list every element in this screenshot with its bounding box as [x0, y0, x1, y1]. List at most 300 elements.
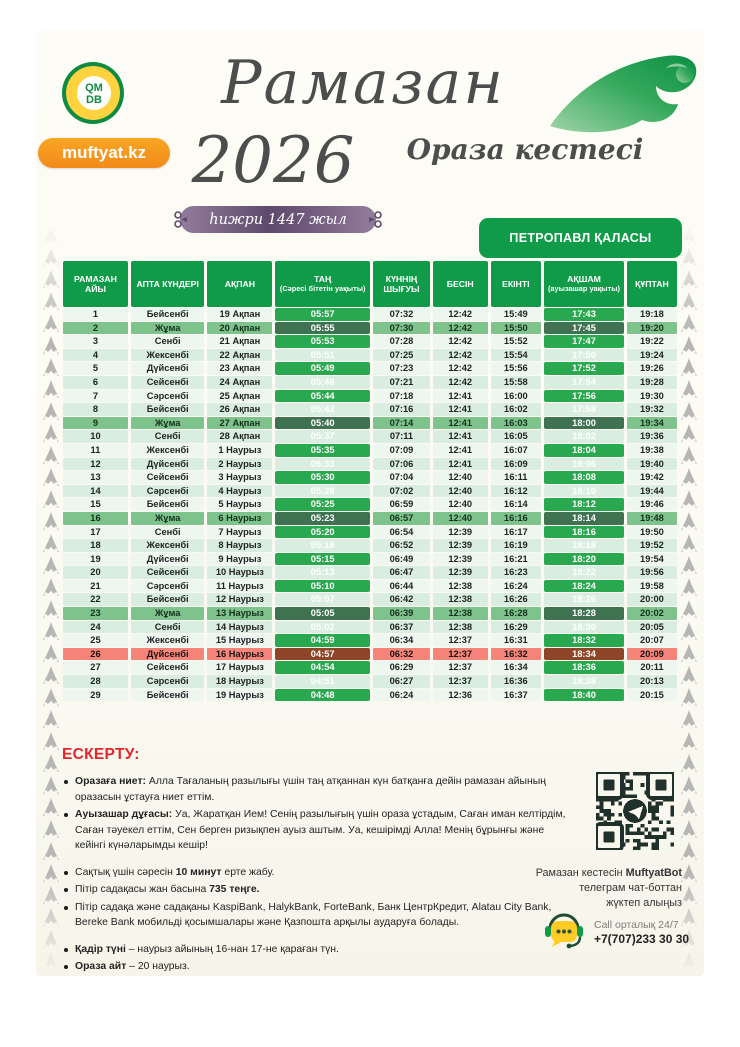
timetable-cell: 21	[63, 580, 128, 593]
ornament-motif-icon	[680, 687, 698, 707]
note-item: Оразаға ниет: Алла Тағаланың разылығы үшін таң атқаннан күн батқанға дейін рамазан айының оразасын ұстауға ниет еттім.	[62, 774, 567, 805]
ornament-motif-icon	[680, 225, 698, 245]
ornament-motif-icon	[42, 907, 60, 927]
timetable-cell: 16:14	[491, 498, 542, 511]
timetable-cell: 20:00	[627, 593, 677, 606]
ornament-motif-icon	[42, 841, 60, 861]
ornament-motif-icon	[680, 445, 698, 465]
timetable-cell: Сенбі	[131, 621, 205, 634]
ornament-motif-icon	[42, 335, 60, 355]
notes-group	[62, 942, 567, 975]
timetable-cell: 18:18	[544, 539, 624, 552]
timetable-cell: 06:24	[373, 689, 430, 702]
timetable-cell: 05:40	[275, 417, 370, 430]
timetable-cell: 04:51	[275, 675, 370, 688]
timetable-cell: 06:29	[373, 661, 430, 674]
ornament-motif-icon	[680, 467, 698, 487]
timetable-cell: 12:42	[433, 349, 488, 362]
timetable-cell: 23 Ақпан	[207, 362, 272, 375]
timetable-cell: 12:40	[433, 485, 488, 498]
ornament-motif-icon	[680, 819, 698, 839]
timetable-cell: 20 Ақпан	[207, 322, 272, 335]
timetable-cell: 20:11	[627, 661, 677, 674]
timetable-cell: 16:09	[491, 458, 542, 471]
timetable-cell: 04:59	[275, 634, 370, 647]
timetable-cell: 28	[63, 675, 128, 688]
note-item: Сақтық үшін сәресін 10 минут ерте жабу.	[62, 865, 567, 881]
timetable-cell: 17	[63, 526, 128, 539]
notes-heading: ЕСКЕРТУ:	[62, 746, 140, 763]
timetable-row	[63, 471, 677, 484]
timetable-cell: 1 Наурыз	[207, 444, 272, 457]
timetable-cell: 12:42	[433, 376, 488, 389]
timetable-cell: 07:09	[373, 444, 430, 457]
timetable-cell: 12:37	[433, 675, 488, 688]
timetable-row	[63, 430, 677, 443]
timetable-cell: 05:18	[275, 539, 370, 552]
timetable-cell: 12:39	[433, 566, 488, 579]
ornament-motif-icon	[42, 445, 60, 465]
timetable-cell: 18:26	[544, 593, 624, 606]
timetable-cell: 18:24	[544, 580, 624, 593]
timetable-cell: 05:51	[275, 349, 370, 362]
timetable-cell: 06:42	[373, 593, 430, 606]
qr-caption	[500, 866, 682, 911]
timetable-cell: 16:02	[491, 403, 542, 416]
timetable-cell: 20:09	[627, 648, 677, 661]
timetable-cell: 16:28	[491, 607, 542, 620]
timetable-row	[63, 498, 677, 511]
timetable-cell: 16:31	[491, 634, 542, 647]
timetable-cell: Жұма	[131, 417, 205, 430]
timetable-cell: 05:57	[275, 308, 370, 321]
timetable-cell: 05:30	[275, 471, 370, 484]
timetable-row	[63, 349, 677, 362]
timetable-cell: 21 Ақпан	[207, 335, 272, 348]
timetable-cell: 18:06	[544, 458, 624, 471]
ornament-motif-icon	[680, 357, 698, 377]
timetable-cell: 17:58	[544, 403, 624, 416]
call-center-phone: +7(707)233 30 30	[594, 931, 690, 946]
timetable-cell: 7	[63, 390, 128, 403]
note-item: Ауызашар дұғасы: Уа, Жаратқан Ием! Сенің разылығың үшін ораза ұстадым, Саған иман келтірдім, Саған тәуекел еттім, Сен берген ризықпен ауыз аштым. Уа, кешірімді Алла! Менің бұрынғы және кейінгі күнәларымды кешір!	[62, 807, 567, 854]
timetable-cell: Сейсенбі	[131, 566, 205, 579]
timetable-cell: 07:04	[373, 471, 430, 484]
timetable-cell: 12:40	[433, 512, 488, 525]
timetable-cell: Сәрсенбі	[131, 580, 205, 593]
timetable-cell: 9	[63, 417, 128, 430]
ornament-motif-icon	[42, 401, 60, 421]
poster-subtitle: Ораза кестесі	[406, 133, 644, 166]
timetable-row	[63, 634, 677, 647]
timetable-cell: 16:36	[491, 675, 542, 688]
timetable-cell: 05:33	[275, 458, 370, 471]
timetable-cell: 12:38	[433, 580, 488, 593]
timetable-cell: 16:00	[491, 390, 542, 403]
ornament-motif-icon	[42, 731, 60, 751]
timetable-cell: 18:32	[544, 634, 624, 647]
timetable-cell: Бейсенбі	[131, 498, 205, 511]
timetable-cell: 17:52	[544, 362, 624, 375]
timetable-cell: Дүйсенбі	[131, 362, 205, 375]
hijri-year-badge	[180, 206, 376, 233]
muftyat-site-badge	[38, 138, 170, 168]
timetable-cell: 15:58	[491, 376, 542, 389]
timetable-cell: 05:05	[275, 607, 370, 620]
timetable-cell: 05:46	[275, 376, 370, 389]
ornament-motif-icon	[680, 841, 698, 861]
timetable-cell: 18:40	[544, 689, 624, 702]
timetable-cell: 15:52	[491, 335, 542, 348]
ornament-motif-icon	[680, 775, 698, 795]
ornament-motif-icon	[42, 555, 60, 575]
timetable-cell: 05:53	[275, 335, 370, 348]
timetable-cell: Сейсенбі	[131, 661, 205, 674]
timetable-cell: 19:56	[627, 566, 677, 579]
timetable-cell: 24	[63, 621, 128, 634]
ornament-motif-icon	[42, 687, 60, 707]
timetable-cell: 19:26	[627, 362, 677, 375]
ornament-motif-icon	[42, 467, 60, 487]
timetable-cell: 05:37	[275, 430, 370, 443]
ornament-motif-icon	[680, 423, 698, 443]
ornament-motif-icon	[680, 665, 698, 685]
timetable-cell: 12:39	[433, 539, 488, 552]
timetable-cell: 20	[63, 566, 128, 579]
timetable-row	[63, 308, 677, 321]
qr-code	[596, 772, 674, 855]
timetable-cell: 16:21	[491, 553, 542, 566]
timetable-row	[63, 607, 677, 620]
timetable-cell: Бейсенбі	[131, 689, 205, 702]
timetable-cell: 05:23	[275, 512, 370, 525]
timetable-cell: 16:05	[491, 430, 542, 443]
timetable-cell: 16:17	[491, 526, 542, 539]
timetable-cell: 19:20	[627, 322, 677, 335]
timetable-cell: 22	[63, 593, 128, 606]
site-badge-label: muftyat.kz	[61, 143, 147, 162]
timetable-cell: Сенбі	[131, 335, 205, 348]
ornament-motif-icon	[680, 863, 698, 883]
timetable-cell: 07:30	[373, 322, 430, 335]
timetable-cell: 16:16	[491, 512, 542, 525]
ornament-motif-icon	[680, 555, 698, 575]
timetable-cell: 26	[63, 648, 128, 661]
timetable-cell: 19:18	[627, 308, 677, 321]
timetable-cell: Сәрсенбі	[131, 675, 205, 688]
column-header: ҚҰПТАН	[627, 261, 677, 307]
timetable-cell: 13	[63, 471, 128, 484]
timetable-cell: 5	[63, 362, 128, 375]
timetable-cell: 05:07	[275, 593, 370, 606]
timetable-cell: 04:48	[275, 689, 370, 702]
timetable-cell: 04:54	[275, 661, 370, 674]
timetable-cell: 18:36	[544, 661, 624, 674]
qmdb-logo	[60, 60, 126, 131]
ornament-motif-icon	[42, 489, 60, 509]
ornament-motif-icon	[42, 423, 60, 443]
timetable-cell: 8	[63, 403, 128, 416]
timetable-row	[63, 553, 677, 566]
prayer-timetable	[60, 260, 680, 702]
timetable-cell: 15:49	[491, 308, 542, 321]
ornament-motif-icon	[680, 643, 698, 663]
timetable-cell: 16:37	[491, 689, 542, 702]
timetable-cell: 16:07	[491, 444, 542, 457]
timetable-cell: 19:30	[627, 390, 677, 403]
column-header: БЕСІН	[433, 261, 488, 307]
flourish-icon	[368, 210, 382, 229]
timetable-cell: 07:14	[373, 417, 430, 430]
timetable-row	[63, 539, 677, 552]
ornament-motif-icon	[680, 599, 698, 619]
ornament-motif-icon	[42, 577, 60, 597]
timetable-cell: 05:35	[275, 444, 370, 457]
timetable-cell: 15:54	[491, 349, 542, 362]
city-badge	[479, 218, 682, 258]
timetable-cell: Жексенбі	[131, 539, 205, 552]
timetable-cell: 05:28	[275, 485, 370, 498]
timetable-cell: 05:15	[275, 553, 370, 566]
ornament-motif-icon	[42, 511, 60, 531]
wave-icon	[548, 48, 704, 140]
ornament-motif-icon	[42, 247, 60, 267]
timetable-cell: 17 Наурыз	[207, 661, 272, 674]
timetable-cell: 16:24	[491, 580, 542, 593]
timetable-cell: Жұма	[131, 322, 205, 335]
timetable-row	[63, 621, 677, 634]
timetable-cell: 27 Ақпан	[207, 417, 272, 430]
timetable-cell: 17:43	[544, 308, 624, 321]
timetable-cell: 4	[63, 349, 128, 362]
column-header: ТАҢ (Сәресі бітетін уақыты)	[275, 261, 370, 307]
notes-section	[62, 746, 567, 986]
wave-logo	[548, 48, 704, 145]
column-header: АҚПАН	[207, 261, 272, 307]
timetable-cell: 06:54	[373, 526, 430, 539]
poster-year: 2026	[191, 124, 355, 198]
timetable-cell: 19:34	[627, 417, 677, 430]
timetable-cell: 28 Ақпан	[207, 430, 272, 443]
ornament-motif-icon	[42, 775, 60, 795]
timetable-cell: 07:16	[373, 403, 430, 416]
timetable-cell: 06:27	[373, 675, 430, 688]
timetable-cell: 12:37	[433, 648, 488, 661]
timetable-cell: Сәрсенбі	[131, 485, 205, 498]
timetable-cell: 19:32	[627, 403, 677, 416]
timetable-cell: Сенбі	[131, 526, 205, 539]
timetable-cell: 10	[63, 430, 128, 443]
ornament-motif-icon	[680, 797, 698, 817]
timetable-cell: 16:29	[491, 621, 542, 634]
timetable-cell: 06:59	[373, 498, 430, 511]
timetable-row	[63, 485, 677, 498]
timetable-cell: 6	[63, 376, 128, 389]
timetable-cell: Бейсенбі	[131, 593, 205, 606]
timetable-cell: 19:52	[627, 539, 677, 552]
timetable-cell: 12:41	[433, 458, 488, 471]
ornament-motif-icon	[42, 863, 60, 883]
timetable-cell: 12:41	[433, 417, 488, 430]
timetable-cell: 07:06	[373, 458, 430, 471]
timetable-row	[63, 675, 677, 688]
column-header: ЕКІНТІ	[491, 261, 542, 307]
timetable-cell: Жексенбі	[131, 349, 205, 362]
timetable-cell: 18:14	[544, 512, 624, 525]
timetable-cell: 12:40	[433, 471, 488, 484]
timetable-cell: 17:50	[544, 349, 624, 362]
ornament-motif-icon	[42, 797, 60, 817]
timetable-cell: 18:34	[544, 648, 624, 661]
timetable-cell: 18 Наурыз	[207, 675, 272, 688]
ornament-motif-icon	[680, 511, 698, 531]
timetable-row	[63, 661, 677, 674]
ornament-motif-icon	[680, 621, 698, 641]
ornament-motif-icon	[42, 929, 60, 949]
timetable-cell: 06:39	[373, 607, 430, 620]
timetable-cell: 16:34	[491, 661, 542, 674]
timetable-cell: Сейсенбі	[131, 376, 205, 389]
timetable-cell: 15:56	[491, 362, 542, 375]
notes-group	[62, 865, 567, 931]
timetable-cell: 12:41	[433, 430, 488, 443]
timetable-cell: 19:58	[627, 580, 677, 593]
timetable-cell: 07:28	[373, 335, 430, 348]
timetable-cell: 05:44	[275, 390, 370, 403]
timetable-cell: 12:42	[433, 335, 488, 348]
timetable-cell: 05:55	[275, 322, 370, 335]
svg-text:QM: QM	[85, 82, 103, 94]
timetable-cell: 19	[63, 553, 128, 566]
call-center-text	[594, 919, 689, 946]
timetable-cell: 05:10	[275, 580, 370, 593]
timetable-cell: 16:32	[491, 648, 542, 661]
timetable-cell: 05:42	[275, 403, 370, 416]
timetable-cell: 12:38	[433, 621, 488, 634]
timetable-row	[63, 593, 677, 606]
timetable-cell: 12	[63, 458, 128, 471]
timetable-cell: 13 Наурыз	[207, 607, 272, 620]
timetable-cell: 15 Наурыз	[207, 634, 272, 647]
timetable-cell: 07:21	[373, 376, 430, 389]
timetable-cell: 18	[63, 539, 128, 552]
timetable-cell: 18:28	[544, 607, 624, 620]
timetable-cell: 14 Наурыз	[207, 621, 272, 634]
timetable-cell: 27	[63, 661, 128, 674]
timetable-cell: 12:42	[433, 308, 488, 321]
timetable-cell: 19:42	[627, 471, 677, 484]
timetable-cell: 07:25	[373, 349, 430, 362]
ornament-motif-icon	[42, 643, 60, 663]
timetable-cell: 24 Ақпан	[207, 376, 272, 389]
timetable-cell: 16:19	[491, 539, 542, 552]
timetable-cell: 06:49	[373, 553, 430, 566]
ornament-motif-icon	[42, 313, 60, 333]
timetable-row	[63, 322, 677, 335]
timetable-cell: 5 Наурыз	[207, 498, 272, 511]
timetable-cell: 19 Ақпан	[207, 308, 272, 321]
ornament-border-right	[678, 225, 700, 977]
timetable-cell: 06:44	[373, 580, 430, 593]
timetable-cell: 18:02	[544, 430, 624, 443]
timetable-row	[63, 580, 677, 593]
timetable-row	[63, 526, 677, 539]
timetable-cell: 05:49	[275, 362, 370, 375]
timetable-cell: 14	[63, 485, 128, 498]
timetable-row	[63, 648, 677, 661]
timetable-cell: 29	[63, 689, 128, 702]
ornament-motif-icon	[680, 533, 698, 553]
timetable-cell: 15:50	[491, 322, 542, 335]
ornament-border-left	[40, 225, 62, 977]
timetable-cell: 07:23	[373, 362, 430, 375]
timetable-row	[63, 376, 677, 389]
timetable-cell: 7 Наурыз	[207, 526, 272, 539]
column-header: РАМАЗАН АЙЫ	[63, 261, 128, 307]
timetable-cell: 19:24	[627, 349, 677, 362]
ornament-motif-icon	[680, 885, 698, 905]
note-item: Пітір садақа және садақаны KaspiBank, HalykBank, ForteBank, Банк ЦентрКредит, Alatau City Bank, Bereke Bank мобильді қосымшалары және Қазпошта арқылы аударуға болады.	[62, 900, 567, 931]
timetable-cell: 16:12	[491, 485, 542, 498]
timetable-cell: 11 Наурыз	[207, 580, 272, 593]
timetable-cell: 19:38	[627, 444, 677, 457]
ornament-motif-icon	[42, 225, 60, 245]
timetable-cell: 20:13	[627, 675, 677, 688]
timetable-cell: 25	[63, 634, 128, 647]
timetable-cell: 19:48	[627, 512, 677, 525]
timetable-cell: 16:11	[491, 471, 542, 484]
timetable-cell: 3	[63, 335, 128, 348]
timetable-cell: Сенбі	[131, 430, 205, 443]
timetable-row	[63, 335, 677, 348]
timetable-cell: 26 Ақпан	[207, 403, 272, 416]
timetable-cell: 12 Наурыз	[207, 593, 272, 606]
timetable-cell: 06:37	[373, 621, 430, 634]
poster-title: Рамазан	[221, 48, 505, 118]
ornament-motif-icon	[680, 247, 698, 267]
timetable-row	[63, 566, 677, 579]
timetable-cell: 23	[63, 607, 128, 620]
timetable-cell: 2 Наурыз	[207, 458, 272, 471]
timetable-cell: 19:50	[627, 526, 677, 539]
qr-caption-line: телеграм чат-боттан	[579, 882, 682, 894]
timetable-cell: 18:04	[544, 444, 624, 457]
ornament-motif-icon	[42, 665, 60, 685]
ornament-motif-icon	[680, 753, 698, 773]
column-header: АПТА КҮНДЕРІ	[131, 261, 205, 307]
timetable-cell: 1	[63, 308, 128, 321]
column-header: КҮННІҢ ШЫҒУЫ	[373, 261, 430, 307]
timetable-cell: 12:42	[433, 322, 488, 335]
timetable-cell: 18:10	[544, 485, 624, 498]
column-header: АҚШАМ (ауызашар уақыты)	[544, 261, 624, 307]
ornament-motif-icon	[42, 357, 60, 377]
ornament-motif-icon	[42, 885, 60, 905]
timetable-cell: Жексенбі	[131, 444, 205, 457]
timetable-cell: 19 Наурыз	[207, 689, 272, 702]
timetable-cell: 06:52	[373, 539, 430, 552]
timetable-cell: 12:40	[433, 498, 488, 511]
ornament-motif-icon	[680, 379, 698, 399]
timetable-cell: 19:36	[627, 430, 677, 443]
ornament-motif-icon	[680, 291, 698, 311]
timetable-cell: 12:41	[433, 403, 488, 416]
timetable-cell: 19:54	[627, 553, 677, 566]
timetable-cell: 20:15	[627, 689, 677, 702]
timetable-cell: 12:36	[433, 689, 488, 702]
ornament-motif-icon	[42, 599, 60, 619]
qmdb-logo-icon	[60, 60, 126, 126]
